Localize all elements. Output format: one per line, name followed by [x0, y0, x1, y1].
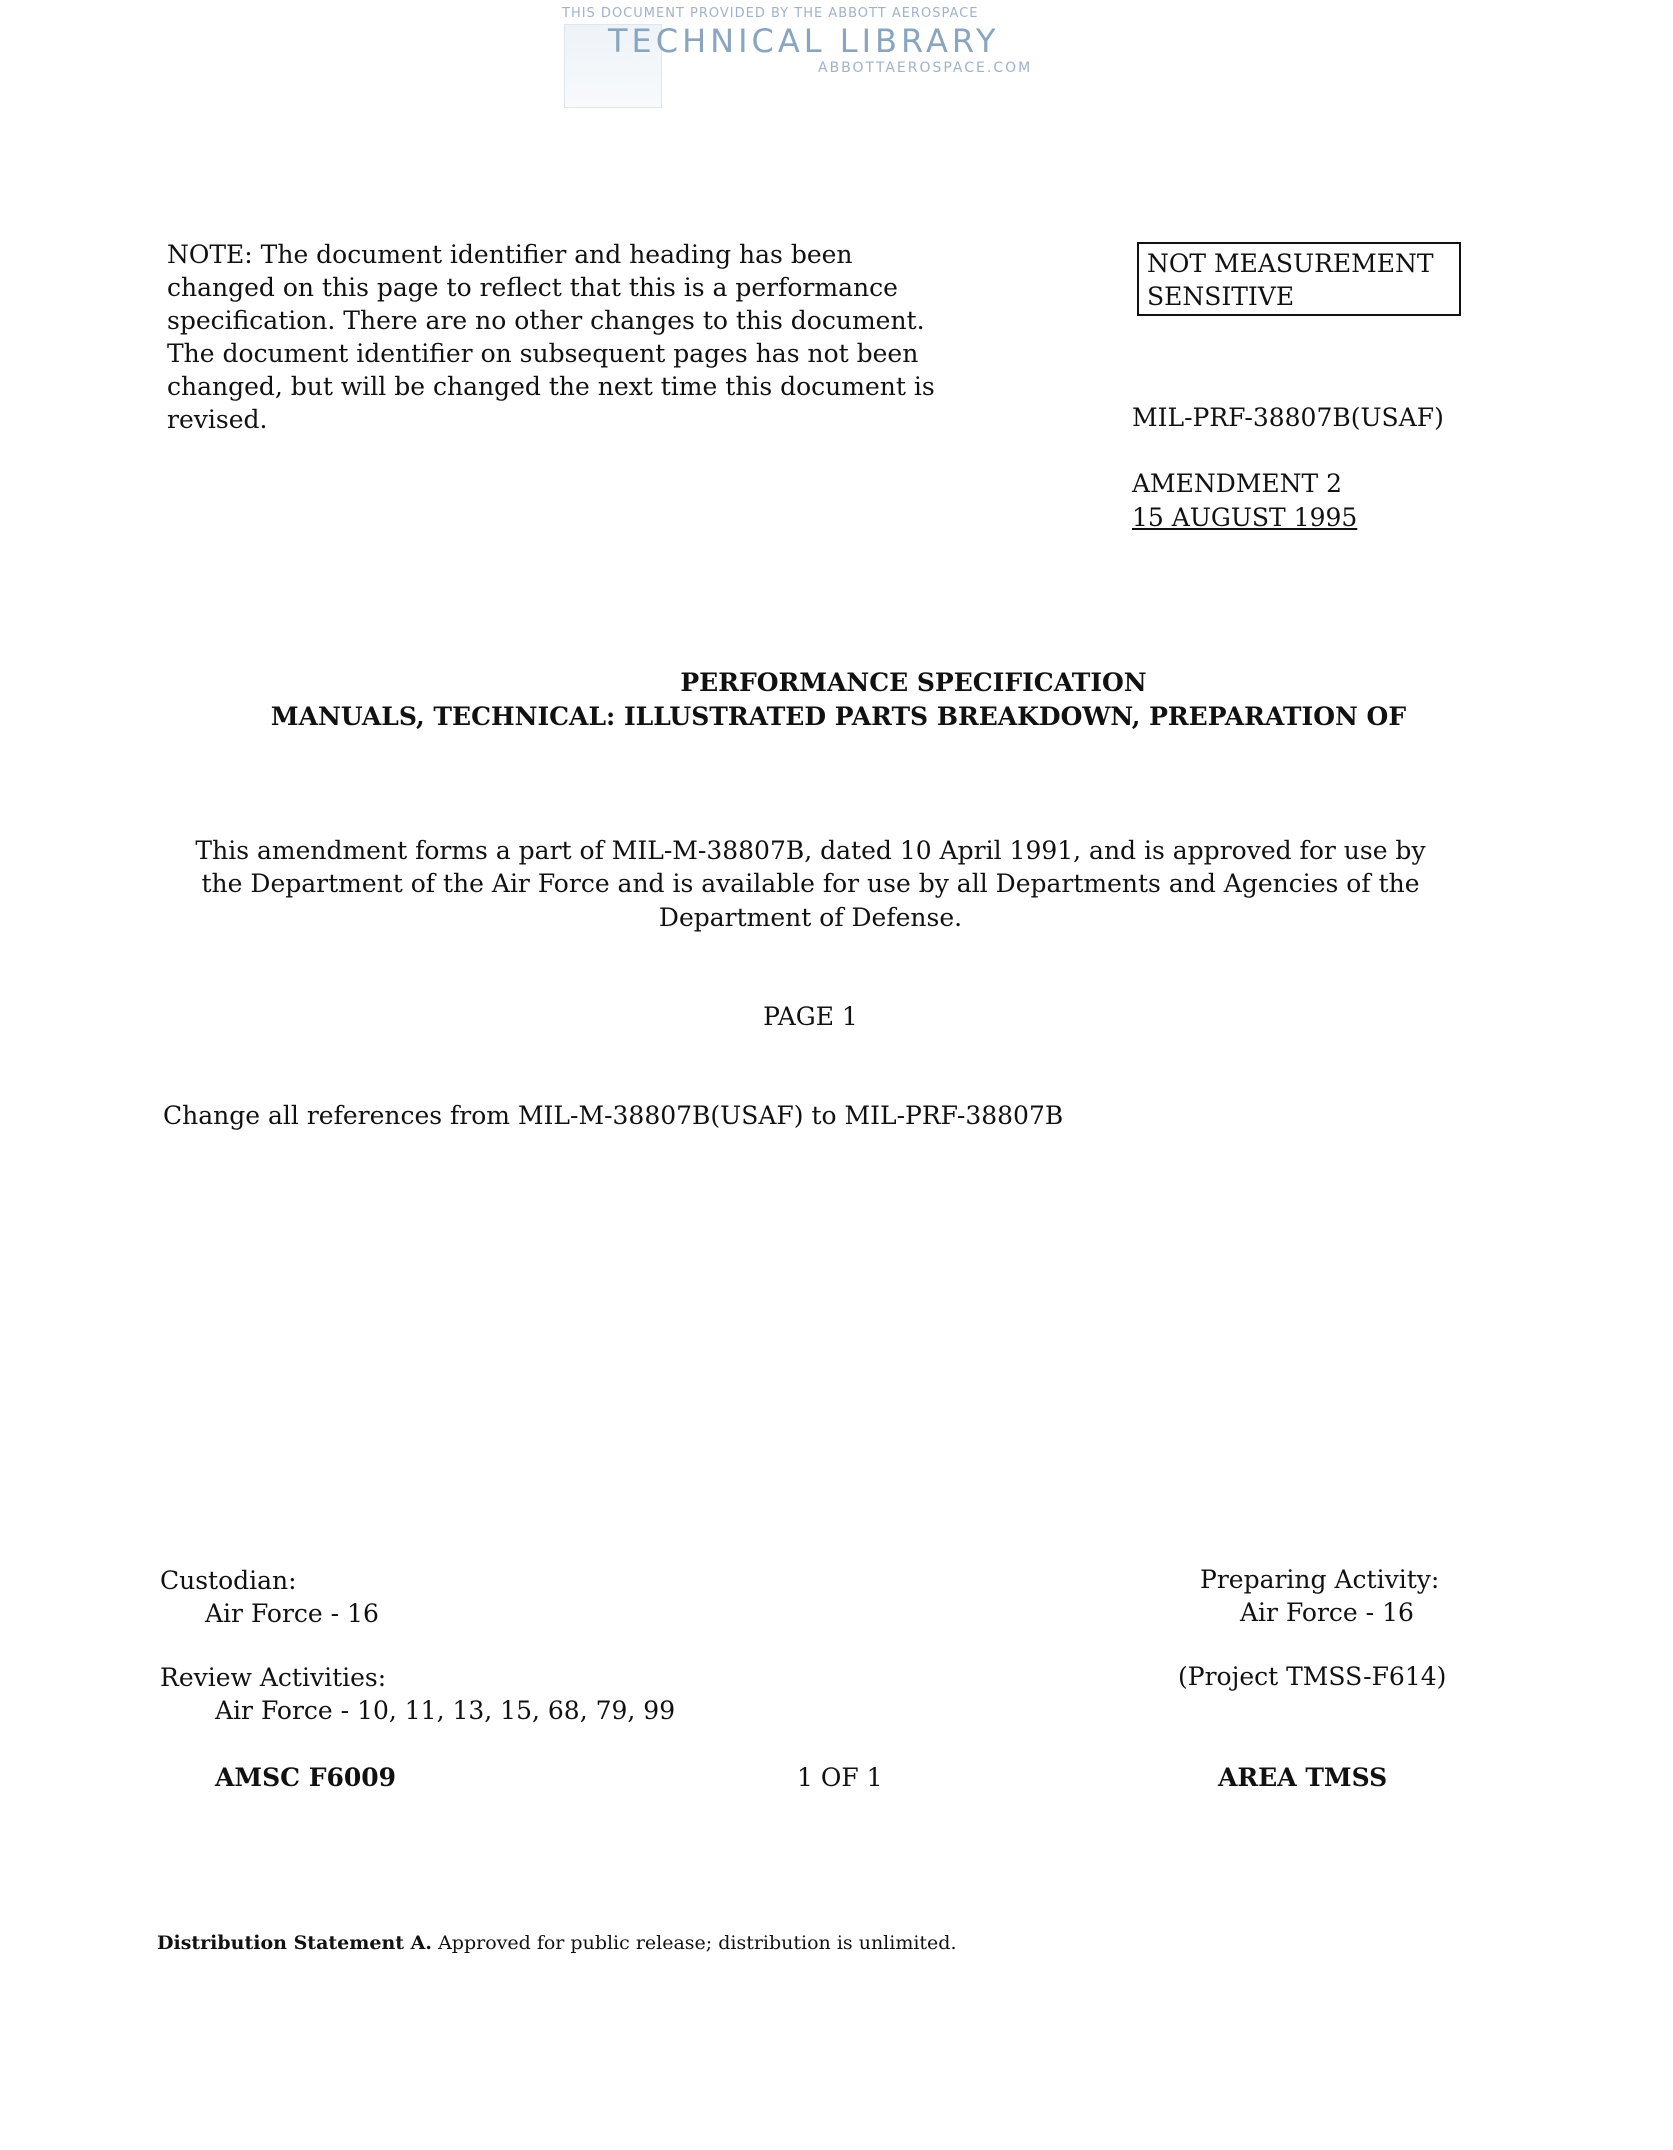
note-line: The document identifier on subsequent pages has not been [167, 339, 919, 368]
note-line: changed, but will be changed the next time this document is [167, 372, 935, 401]
watermark-line-1: THIS DOCUMENT PROVIDED BY THE ABBOTT AEROSPACE [562, 6, 979, 21]
note-line: NOTE: The document identifier and heading has been [167, 240, 853, 269]
measurement-line: NOT MEASUREMENT [1147, 249, 1434, 278]
amsc-number: AMSC F6009 [215, 1763, 397, 1792]
custodian-label: Custodian: [160, 1566, 297, 1595]
page-heading: PAGE 1 [763, 1002, 858, 1031]
amendment-date: 15 AUGUST 1995 [1132, 503, 1358, 532]
note-line: changed on this page to reflect that this is a performance [167, 273, 898, 302]
area-code: AREA TMSS [1218, 1763, 1388, 1792]
preparing-label: Preparing Activity: [1200, 1565, 1440, 1594]
page-count: 1 OF 1 [797, 1763, 883, 1792]
review-label: Review Activities: [160, 1663, 387, 1692]
intro-line: the Department of the Air Force and is available for use by all Departments and Agencies of the [201, 869, 1420, 898]
note-line: revised. [167, 405, 268, 434]
abbott-watermark [560, 2, 1080, 107]
intro-line: This amendment forms a part of MIL-M-38807B, dated 10 April 1991, and is approved for use by [195, 836, 1426, 865]
change-instruction: Change all references from MIL-M-38807B(USAF) to MIL-PRF-38807B [163, 1101, 1064, 1130]
distribution-statement [157, 1930, 957, 1956]
measurement-line: SENSITIVE [1147, 282, 1295, 311]
title-line-1: PERFORMANCE SPECIFICATION [680, 668, 1147, 697]
watermark-line-2: TECHNICAL LIBRARY [608, 22, 1000, 60]
title-line-2: MANUALS, TECHNICAL: ILLUSTRATED PARTS BREAKDOWN, PREPARATION OF [270, 702, 1407, 731]
preparing-value: Air Force - 16 [1240, 1598, 1414, 1627]
intro-line: Department of Defense. [658, 903, 963, 932]
document-identifier: MIL-PRF-38807B(USAF) [1132, 403, 1444, 432]
project-number: (Project TMSS-F614) [1178, 1662, 1447, 1691]
watermark-line-3: ABBOTTAEROSPACE.COM [818, 60, 1033, 76]
distribution-label: Distribution Statement A. [157, 1932, 433, 1954]
distribution-text: Approved for public release; distribution is unlimited. [438, 1932, 957, 1954]
review-value: Air Force - 10, 11, 13, 15, 68, 79, 99 [215, 1696, 676, 1725]
note-line: specification. There are no other changes to this document. [167, 306, 925, 335]
amendment-number: AMENDMENT 2 [1132, 469, 1343, 498]
custodian-value: Air Force - 16 [205, 1599, 379, 1628]
